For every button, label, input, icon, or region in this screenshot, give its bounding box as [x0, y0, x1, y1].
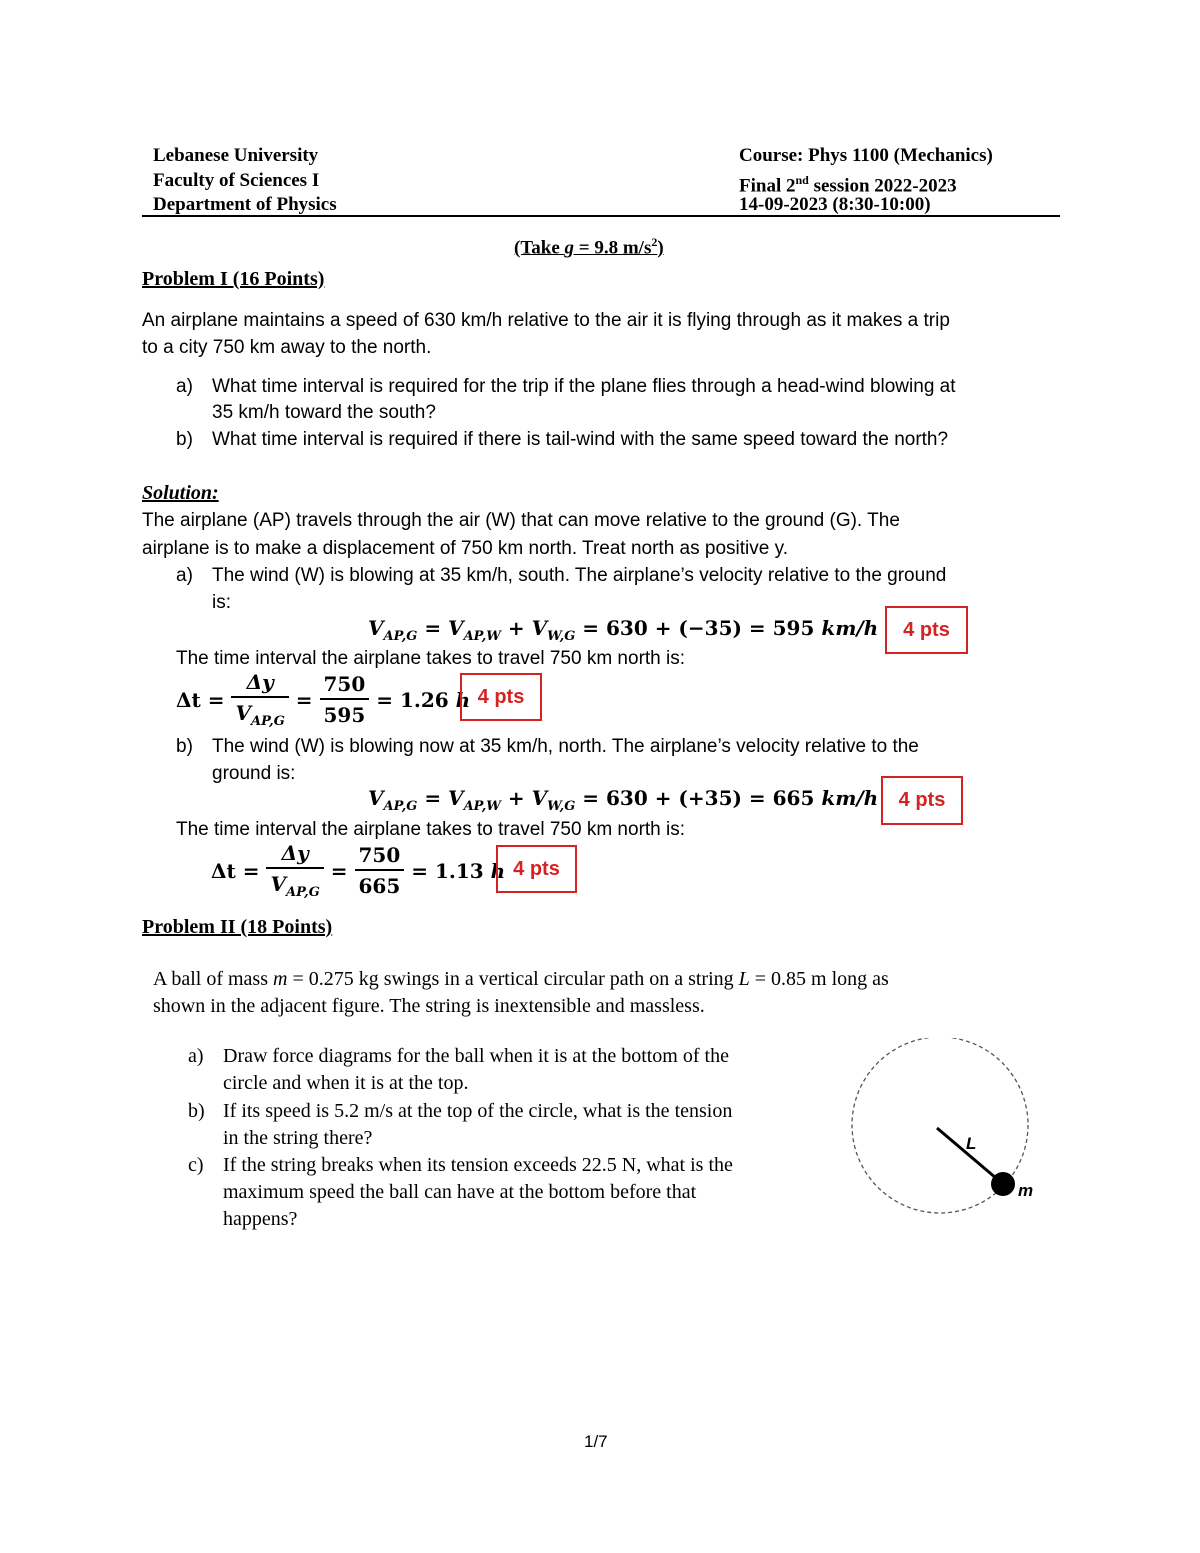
ball	[991, 1172, 1015, 1196]
solution-a-label: a)	[176, 565, 193, 586]
problem1-intro-line2: to a city 750 km away to the north.	[142, 337, 432, 358]
problem2-qc-line2: maximum speed the ball can have at the bottom before that	[223, 1181, 697, 1203]
circle-diagram	[845, 1038, 1045, 1218]
problem2-qc-label: c)	[188, 1154, 204, 1176]
problem1-title: Problem I (16 Points)	[142, 268, 325, 290]
solution-line2: airplane is to make a displacement of 750 km north. Treat north as positive y.	[142, 538, 788, 559]
solution-line1: The airplane (AP) travels through the air (W) that can move relative to the ground (G). The	[142, 510, 900, 531]
exam-date: 14-09-2023 (8:30-10:00)	[739, 194, 931, 215]
solution-b-label: b)	[176, 736, 193, 757]
university-name: Lebanese University	[153, 145, 319, 166]
faculty-name: Faculty of Sciences I	[153, 170, 320, 191]
time-equation-a: Δt = $\frac{\Delta y}{V_{AP,G}}$ = $\frac{750}{595}$ = 1.26 h	[176, 670, 471, 729]
points-box-3: 4 pts	[881, 776, 963, 825]
problem2-intro-line1: A ball of mass m = 0.275 kg swings in a vertical circular path on a string L = 0.85 m long as	[153, 968, 889, 990]
problem1-qb-label: b)	[176, 429, 193, 450]
problem2-qb-label: b)	[188, 1100, 205, 1122]
problem2-qb-line2: in the string there?	[223, 1127, 373, 1149]
time-equation-b: Δt = $\frac{\Delta y}{V_{AP,G}}$ = $\frac{750}{665}$ = 1.13 h	[211, 841, 506, 900]
mass-label: m	[1018, 1181, 1034, 1200]
points-box-2: 4 pts	[460, 673, 542, 721]
problem1-qa-line1: What time interval is required for the trip if the plane flies through a head-wind blowing at	[212, 376, 956, 397]
solution-b-line1: The wind (W) is blowing now at 35 km/h, north. The airplane’s velocity relative to the	[212, 736, 919, 757]
velocity-equation-a: $V_{AP,G} = V_{AP,W} + V_{W,G} = 630 + (-35) = 595$ km/h	[368, 616, 879, 644]
problem1-intro-line1: An airplane maintains a speed of 630 km/h relative to the air it is flying through as it makes a trip	[142, 310, 950, 331]
time-interval-line-b: The time interval the airplane takes to travel 750 km north is:	[176, 819, 686, 840]
circular-path-figure	[845, 1038, 1045, 1218]
string-length-label: L	[966, 1134, 977, 1153]
points-box-1: 4 pts	[885, 606, 968, 654]
points-box-4: 4 pts	[496, 845, 577, 893]
solution-a-line2: is:	[212, 592, 231, 613]
solution-a-line1: The wind (W) is blowing at 35 km/h, south. The airplane’s velocity relative to the ground	[212, 565, 947, 586]
problem2-qa-line2: circle and when it is at the top.	[223, 1072, 469, 1094]
time-interval-line-a: The time interval the airplane takes to travel 750 km north is:	[176, 648, 686, 669]
velocity-equation-b: $V_{AP,G} = V_{AP,W} + V_{W,G} = 630 + (+35) = 665$ km/h	[368, 786, 879, 814]
page-number: 1/7	[584, 1432, 608, 1451]
problem2-qc-line3: happens?	[223, 1208, 298, 1230]
problem1-qb-line1: What time interval is required if there is tail-wind with the same speed toward the north?	[212, 429, 949, 450]
header-rule	[142, 215, 1060, 217]
department-name: Department of Physics	[153, 194, 337, 215]
solution-b-line2: ground is:	[212, 763, 296, 784]
solution-title: Solution:	[142, 482, 219, 504]
gravity-note: (Take g = 9.8 $m/s^2$)	[514, 235, 664, 259]
problem2-intro-line2: shown in the adjacent figure. The string is inextensible and massless.	[153, 995, 705, 1017]
problem2-qa-line1: Draw force diagrams for the ball when it is at the bottom of the	[223, 1045, 729, 1067]
problem2-qc-line1: If the string breaks when its tension exceeds 22.5 N, what is the	[223, 1154, 733, 1176]
problem1-qa-label: a)	[176, 376, 193, 397]
problem2-title: Problem II (18 Points)	[142, 916, 333, 938]
problem1-qa-line2: 35 km/h toward the south?	[212, 402, 436, 423]
course-title: Course: Phys 1100 (Mechanics)	[739, 145, 993, 166]
problem2-qb-line1: If its speed is 5.2 m/s at the top of the circle, what is the tension	[223, 1100, 733, 1122]
problem2-qa-label: a)	[188, 1045, 204, 1067]
session-info: Final 2nd session 2022-2023	[739, 173, 957, 197]
